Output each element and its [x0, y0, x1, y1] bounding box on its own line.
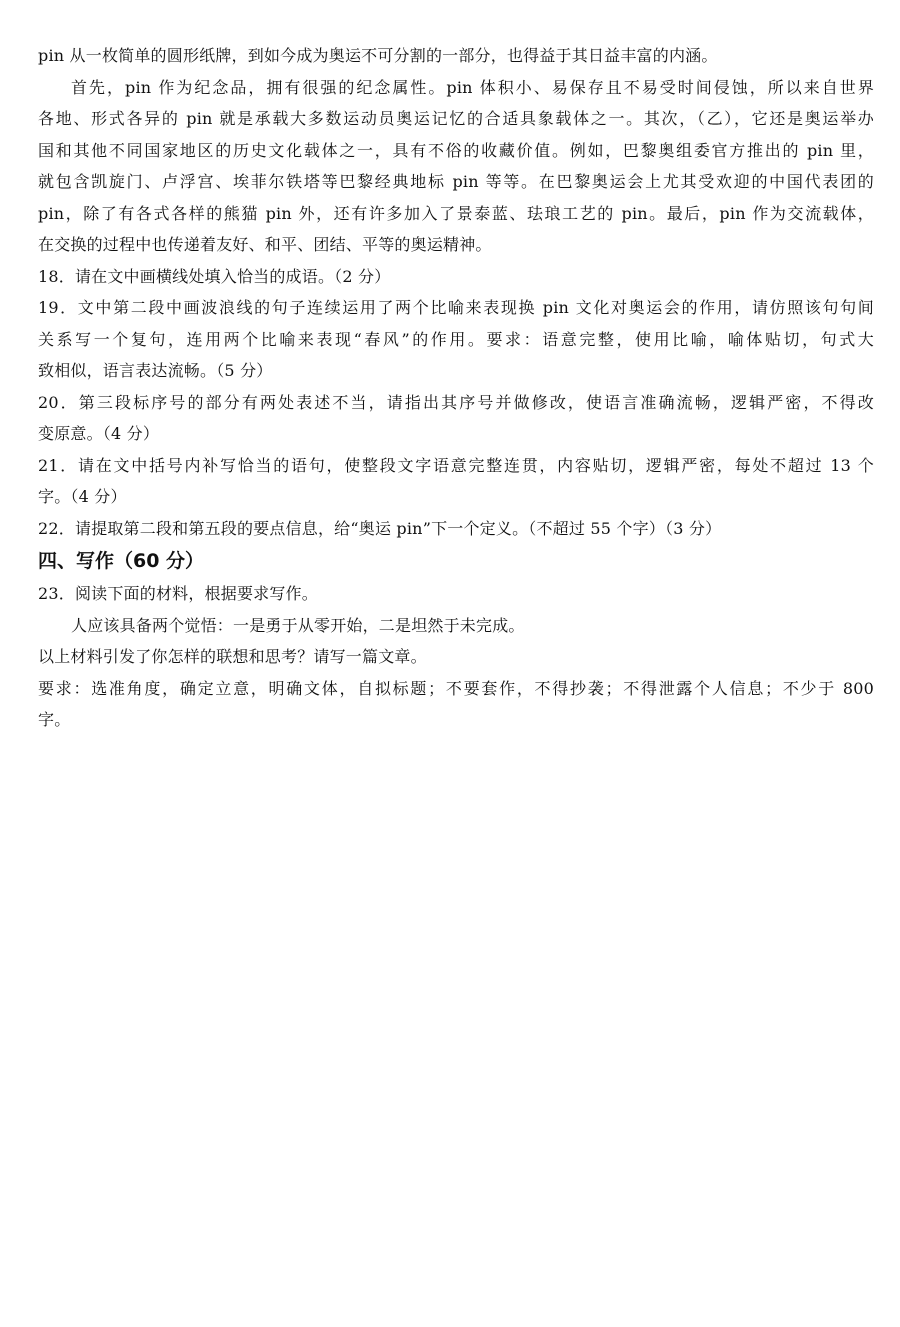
passage-p2-line-6: 在交换的过程中也传递着友好、和平、团结、平等的奥运精神。 [38, 235, 492, 254]
passage-line-1: pin 从一枚简单的圆形纸牌，到如今成为奥运不可分割的一部分，也得益于其日益丰富的内涵。 [38, 46, 718, 65]
section-heading-writing: 四、写作（60 分） [38, 550, 205, 572]
question-19-line-3: 致相似，语言表达流畅。（5 分） [38, 361, 273, 380]
exam-page [38, 40, 874, 736]
question-19-line-2: 关系写一个复句，连用两个比喻来表现“春风”的作用。要求：语意完整，使用比喻，喻体贴切，句式大 [38, 329, 874, 349]
writing-requirements-line-1: 要求：选准角度，确定立意，明确文体，自拟标题；不要套作，不得抄袭；不得泄露个人信息；不少于 800 [38, 678, 874, 698]
question-22: 22．请提取第二段和第五段的要点信息，给“奥运 pin”下一个定义。（不超过 55 个字）（3 分） [38, 518, 722, 538]
question-20-line-1: 20．第三段标序号的部分有两处表述不当，请指出其序号并做修改，使语言准确流畅，逻辑严密，不得改 [38, 392, 874, 412]
passage-p2-line-1: 首先，pin 作为纪念品，拥有很强的纪念属性。pin 体积小、易保存且不易受时间侵蚀，所以来自世界 [71, 77, 874, 97]
question-21-line-2: 字。（4 分） [38, 487, 127, 506]
passage-p2-line-2: 各地、形式各异的 pin 就是承载大多数运动员奥运记忆的合适具象载体之一。其次，（乙），它还是奥运举办 [38, 109, 874, 128]
writing-requirements-line-2: 字。 [38, 710, 71, 729]
question-23: 23．阅读下面的材料，根据要求写作。 [38, 584, 318, 603]
writing-prompt: 以上材料引发了你怎样的联想和思考？请写一篇文章。 [38, 647, 427, 666]
question-21-line-1: 21．请在文中括号内补写恰当的语句，使整段文字语意完整连贯，内容贴切，逻辑严密，每处不超过 13 个 [38, 455, 874, 475]
passage-p2-line-5: pin，除了有各式各样的熊猫 pin 外，还有许多加入了景泰蓝、珐琅工艺的 pin。最后，pin 作为交流载体， [38, 203, 874, 223]
question-20-line-2: 变原意。（4 分） [38, 424, 160, 443]
passage-p2-line-3: 国和其他不同国家地区的历史文化载体之一，具有不俗的收藏价值。例如，巴黎奥组委官方推出的 pin 里， [38, 140, 874, 160]
writing-material: 人应该具备两个觉悟：一是勇于从零开始，二是坦然于未完成。 [71, 615, 525, 635]
question-19-line-1: 19．文中第二段中画波浪线的句子连续运用了两个比喻来表现换 pin 文化对奥运会的作用，请仿照该句句间 [38, 298, 874, 317]
question-18: 18．请在文中画横线处填入恰当的成语。（2 分） [38, 266, 391, 286]
passage-p2-line-4: 就包含凯旋门、卢浮宫、埃菲尔铁塔等巴黎经典地标 pin 等等。在巴黎奥运会上尤其受欢迎的中国代表团的 [38, 172, 874, 191]
